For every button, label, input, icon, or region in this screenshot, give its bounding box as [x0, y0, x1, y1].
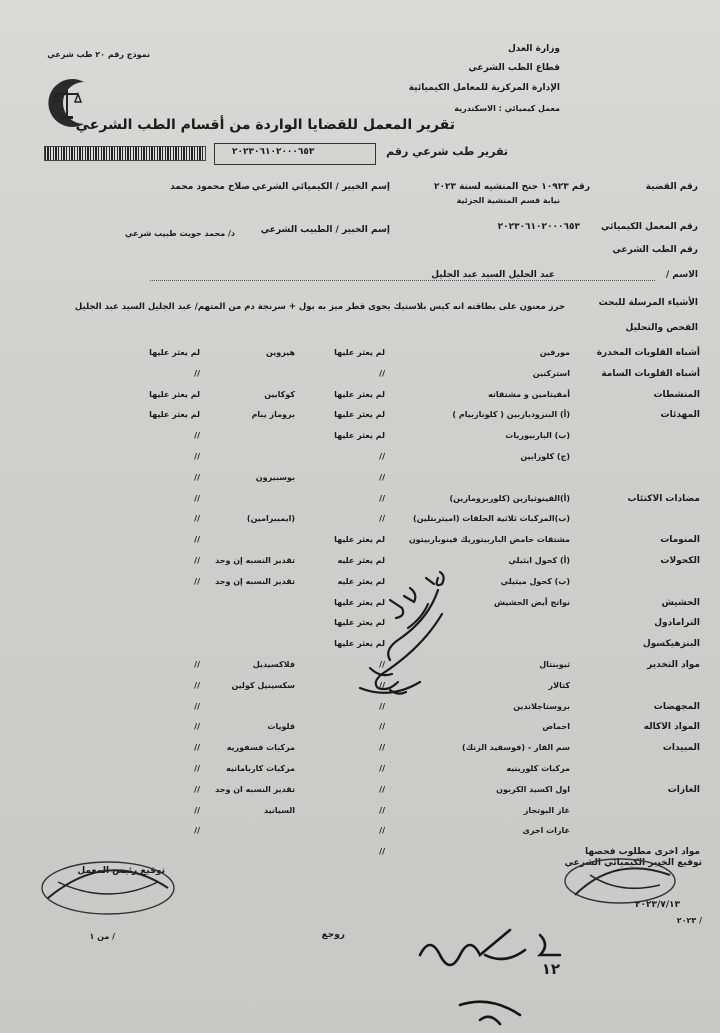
- row-result-1: //: [379, 494, 385, 503]
- reviewed-label: روجع: [321, 930, 345, 940]
- case-value-2: نيابة قسم المنشية الجزئية: [456, 196, 560, 205]
- row-result-1: //: [379, 764, 385, 773]
- items-label: الأشياء المرسلة للبحث: [598, 298, 698, 308]
- row-substance: (أ)الفينوثيازين (كلوربرومازين): [449, 494, 570, 503]
- row-category: المهدئات: [660, 410, 700, 420]
- handwritten-note: [330, 560, 470, 720]
- row-substance: (ب) كحول ميثيلي: [500, 577, 570, 586]
- ministry-line1: وزارة العدل: [507, 44, 560, 54]
- expert-label: إسم الخبير / الكيميائي الشرعي: [251, 182, 390, 192]
- row-result-2: //: [194, 369, 200, 378]
- row-substance: أمفيتامين و مشتقاته: [488, 390, 570, 399]
- row-substance-2: فلاكسيديل: [252, 660, 295, 669]
- row-result-1: //: [379, 514, 385, 523]
- report-title: تقرير المعمل للقضايا الواردة من أقسام الطب الشرعي: [75, 117, 455, 133]
- row-result-2: //: [194, 577, 200, 586]
- row-result-2: //: [194, 785, 200, 794]
- row-result-2: //: [194, 556, 200, 565]
- row-result-2: //: [194, 473, 200, 482]
- row-category: مواد التخدير: [647, 660, 700, 670]
- ministry-line4: معمل كيميائي : الاسكندرية: [454, 104, 560, 113]
- row-result-1: لم يعثر عليها: [334, 598, 385, 607]
- row-substance: (ب) الباربيوريات: [505, 431, 570, 440]
- row-substance: مشتقات حامض الباربيتوريك فينوباربيتون: [408, 535, 570, 544]
- row-substance: بروستاجلاندين: [513, 702, 570, 711]
- row-result-1: لم يعثر عليها: [334, 431, 385, 440]
- expert-value: صلاح محمود محمد: [170, 182, 250, 192]
- row-result-1: لم يعثر عليه: [337, 577, 385, 586]
- row-result-2: لم يعثر عليها: [149, 390, 200, 399]
- row-substance: اول اكسيد الكربون: [496, 785, 570, 794]
- row-category: الغازات: [667, 785, 700, 795]
- row-category: مواد اخرى مطلوب فحصها: [584, 847, 700, 857]
- row-result-1: //: [379, 452, 385, 461]
- row-result-1: //: [379, 785, 385, 794]
- row-result-1: //: [379, 473, 385, 482]
- row-result-2: //: [194, 535, 200, 544]
- row-result-1: //: [379, 681, 385, 690]
- row-category: أشباه القلويات السامة: [601, 369, 700, 379]
- row-result-2: //: [194, 743, 200, 752]
- row-substance: (أ) البنزوديازبين ( كلونازبيام ): [452, 410, 570, 419]
- row-substance: استركنين: [532, 369, 570, 378]
- row-substance: (ب)المركبات ثلاثية الحلقات (اميتربتلين): [412, 514, 570, 523]
- row-category: المواد الاكاله: [643, 722, 700, 732]
- row-category: البنزهيكسول: [642, 639, 700, 649]
- row-result-1: //: [379, 743, 385, 752]
- chemist-date: ٢٠٢٣/٧/١٣: [634, 900, 680, 910]
- row-category: المنشطات: [653, 390, 700, 400]
- row-result-1: //: [379, 826, 385, 835]
- ministry-line2: قطاع الطب الشرعي: [468, 63, 560, 73]
- handwritten-number: ١٢: [541, 960, 560, 978]
- row-substance: (ج) كلوزابين: [520, 452, 570, 461]
- doctor-label: إسم الخبير / الطبيب الشرعي: [260, 225, 390, 235]
- row-result-1: //: [379, 806, 385, 815]
- page-marker: / من ١: [89, 932, 115, 941]
- row-substance: سم الفار - (فوسفيد الزنك): [462, 743, 570, 752]
- row-result-1: لم يعثر عليها: [334, 618, 385, 627]
- row-substance: غازات اخرى: [522, 826, 570, 835]
- date-label: / ٢٠٢٣: [676, 916, 702, 925]
- row-result-2: //: [194, 826, 200, 835]
- row-substance: ثيوبنتال: [539, 660, 570, 669]
- row-result-1: لم يعثر عليه: [337, 556, 385, 565]
- row-substance-2: بوسبيرون: [255, 473, 295, 482]
- row-result-1: //: [379, 702, 385, 711]
- row-category: الحشيش: [661, 598, 700, 608]
- row-result-2: //: [194, 494, 200, 503]
- row-category: مضادات الاكتئاب: [627, 494, 700, 504]
- row-result-1: لم يعثر عليها: [334, 535, 385, 544]
- row-result-2: //: [194, 722, 200, 731]
- row-result-2: //: [194, 660, 200, 669]
- row-category: المجهضات: [653, 702, 700, 712]
- reviewer-signature: [400, 915, 600, 1030]
- row-substance-2: سكسينيل كولين: [231, 681, 295, 690]
- row-substance-2: كوكايين: [264, 390, 295, 399]
- case-label: رقم القضية: [645, 182, 698, 192]
- row-substance: مركبات كلورينيه: [506, 764, 570, 773]
- lab-label: رقم المعمل الكيميائي: [601, 222, 698, 232]
- chemist-signature-label: توقيع الخبير الكيميائي الشرعي: [564, 858, 702, 868]
- row-result-2: //: [194, 431, 200, 440]
- row-result-2: //: [194, 764, 200, 773]
- row-substance: غاز البوتجاز: [523, 806, 570, 815]
- row-category: المبيدات: [662, 743, 700, 753]
- name-underline: [150, 280, 655, 281]
- barcode: [44, 146, 206, 161]
- lab-value: ٢٠٢٣٠٦١٠٢٠٠٠٦٥٣: [497, 222, 580, 232]
- head-signature-label: توقيع رئيس المعمل: [77, 866, 165, 876]
- form-number: نموذج رقم ٢٠ طب شرعي: [47, 50, 150, 59]
- row-result-2: لم يعثر عليها: [149, 410, 200, 419]
- items-value: حرز معنون على بطاقته انه كيس بلاستيك يحوى قطر ميز به بول + سرنجة دم من المتهم/ عبد الجليل السيد عبد الجليل: [74, 302, 565, 312]
- name-label: الاسم /: [665, 270, 698, 280]
- row-substance-2: قلويات: [267, 722, 295, 731]
- row-substance-2: (ايميبرامين): [246, 514, 295, 523]
- case-value: رقم ١٠٩٢٣ جنح المنشيه لسنة ٢٠٢٣: [433, 182, 590, 192]
- row-substance-2: مركبات فسفوريه: [226, 743, 295, 752]
- doctor-value: د/ محمد حويت طبيب شرعي: [124, 229, 235, 238]
- row-substance-2: تقدير النسبه إن وجد: [215, 556, 295, 565]
- name-value: عبد الجليل السيد عبد الجليل: [431, 270, 555, 280]
- row-substance: كتالار: [548, 681, 570, 690]
- row-result-2: //: [194, 806, 200, 815]
- row-result-1: //: [379, 660, 385, 669]
- row-substance-2: تقدير النسبه إن وجد: [215, 577, 295, 586]
- row-result-2: لم يعثر عليها: [149, 348, 200, 357]
- row-category: الترامادول: [654, 618, 700, 628]
- chemist-signature-stamp: [560, 855, 680, 910]
- row-substance: نواتج أيض الحشيش: [494, 598, 570, 607]
- row-result-1: لم يعثر عليها: [334, 639, 385, 648]
- row-substance: احماض: [542, 722, 570, 731]
- report-number-label: تقرير طب شرعي رقم: [386, 145, 508, 158]
- row-category: الكحولات: [660, 556, 700, 566]
- row-result-1: لم يعثر عليها: [334, 390, 385, 399]
- row-result-1: لم يعثر عليها: [334, 410, 385, 419]
- row-substance-2: تقدير النسبه ان وجد: [215, 785, 295, 794]
- row-result-2: //: [194, 452, 200, 461]
- row-substance: (أ) كحول ايثيلي: [508, 556, 570, 565]
- row-result-1: لم يعثر عليها: [334, 348, 385, 357]
- head-signature-stamp: [38, 858, 178, 918]
- report-number: ٢٠٢٣٠٦١٠٢٠٠٠٦٥٣: [232, 147, 315, 157]
- row-substance-2: هيروين: [266, 348, 295, 357]
- exam-label: الفحص والتحليل: [625, 323, 698, 333]
- row-category: أشباه القلويات المخدرة: [596, 348, 700, 358]
- row-result-1: //: [379, 369, 385, 378]
- forensic-number-label: رقم الطب الشرعي: [612, 245, 698, 255]
- row-substance-2: مركبات كاربامانيه: [225, 764, 295, 773]
- row-category: المنومات: [660, 535, 700, 545]
- row-substance-2: السيانيد: [263, 806, 295, 815]
- row-result-1: //: [379, 722, 385, 731]
- ministry-line3: الإدارة المركزية للمعامل الكيميائية: [408, 83, 560, 93]
- row-substance-2: بروماز يبام: [251, 410, 295, 419]
- row-result-1: //: [379, 847, 385, 856]
- row-result-2: //: [194, 514, 200, 523]
- row-result-2: //: [194, 702, 200, 711]
- row-substance: مورفين: [539, 348, 570, 357]
- row-result-2: //: [194, 681, 200, 690]
